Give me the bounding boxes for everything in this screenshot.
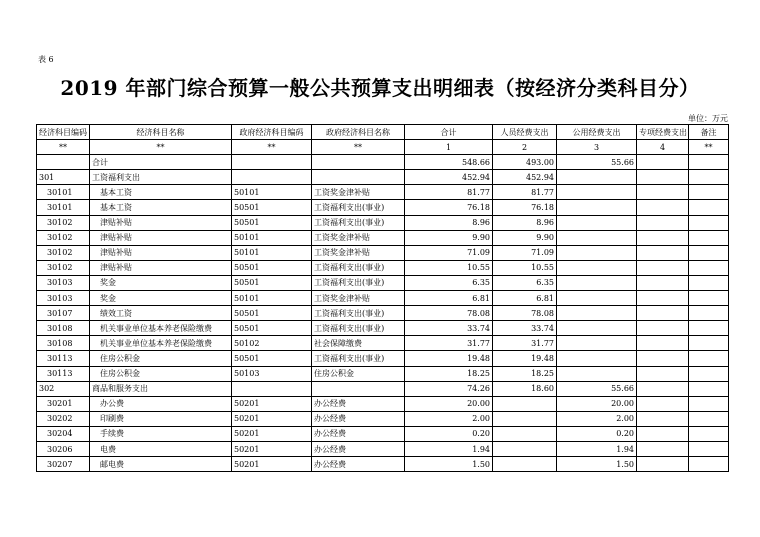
economic-code-cell: 301 bbox=[37, 170, 90, 185]
economic-name-cell: 邮电费 bbox=[90, 457, 232, 472]
personnel-cell: 6.81 bbox=[493, 291, 557, 306]
note-cell bbox=[689, 396, 729, 411]
gov-code-cell: 50201 bbox=[232, 457, 312, 472]
public-cell: 1.94 bbox=[557, 441, 637, 456]
gov-name-cell: 工资福利支出(事业) bbox=[312, 306, 405, 321]
gov-code-cell: 50201 bbox=[232, 441, 312, 456]
note-cell bbox=[689, 366, 729, 381]
total-cell: 1.94 bbox=[405, 441, 493, 456]
economic-code-cell: 30204 bbox=[37, 426, 90, 441]
note-cell bbox=[689, 441, 729, 456]
column-header: 专项经费支出 bbox=[637, 125, 689, 140]
note-cell bbox=[689, 336, 729, 351]
public-cell bbox=[557, 245, 637, 260]
gov-code-cell: 50201 bbox=[232, 396, 312, 411]
total-cell: 81.77 bbox=[405, 185, 493, 200]
personnel-cell: 31.77 bbox=[493, 336, 557, 351]
economic-name-cell: 机关事业单位基本养老保险缴费 bbox=[90, 321, 232, 336]
personnel-cell: 71.09 bbox=[493, 245, 557, 260]
total-cell: 1.50 bbox=[405, 457, 493, 472]
gov-code-cell: 50501 bbox=[232, 260, 312, 275]
table-row bbox=[37, 336, 729, 351]
public-cell bbox=[557, 321, 637, 336]
personnel-cell: 10.55 bbox=[493, 260, 557, 275]
economic-name-cell: 商品和服务支出 bbox=[90, 381, 232, 396]
personnel-cell: 493.00 bbox=[493, 155, 557, 170]
note-cell bbox=[689, 230, 729, 245]
gov-name-cell: 办公经费 bbox=[312, 457, 405, 472]
special-cell bbox=[637, 170, 689, 185]
special-cell bbox=[637, 351, 689, 366]
economic-code-cell: 30108 bbox=[37, 336, 90, 351]
economic-name-cell: 基本工资 bbox=[90, 200, 232, 215]
public-cell: 55.66 bbox=[557, 155, 637, 170]
special-cell bbox=[637, 426, 689, 441]
special-cell bbox=[637, 396, 689, 411]
special-cell bbox=[637, 275, 689, 290]
column-header: 政府经济科目名称 bbox=[312, 125, 405, 140]
gov-code-cell bbox=[232, 381, 312, 396]
economic-name-cell: 绩效工资 bbox=[90, 306, 232, 321]
economic-name-cell: 办公费 bbox=[90, 396, 232, 411]
gov-name-cell: 办公经费 bbox=[312, 396, 405, 411]
total-cell: 33.74 bbox=[405, 321, 493, 336]
economic-code-cell: 30108 bbox=[37, 321, 90, 336]
table-row bbox=[37, 396, 729, 411]
total-cell: 19.48 bbox=[405, 351, 493, 366]
gov-code-cell: 50501 bbox=[232, 215, 312, 230]
header-row bbox=[37, 125, 729, 140]
gov-code-cell: 50201 bbox=[232, 426, 312, 441]
personnel-cell bbox=[493, 396, 557, 411]
total-cell: 31.77 bbox=[405, 336, 493, 351]
note-cell bbox=[689, 185, 729, 200]
table-row bbox=[37, 200, 729, 215]
table-row bbox=[37, 306, 729, 321]
total-cell: 74.26 bbox=[405, 381, 493, 396]
gov-name-cell: 工资奖金津补贴 bbox=[312, 185, 405, 200]
note-cell bbox=[689, 291, 729, 306]
table-row bbox=[37, 381, 729, 396]
note-cell bbox=[689, 321, 729, 336]
column-header: 合计 bbox=[405, 125, 493, 140]
special-cell bbox=[637, 381, 689, 396]
index-cell: ** bbox=[90, 140, 232, 155]
special-cell bbox=[637, 306, 689, 321]
gov-code-cell: 50501 bbox=[232, 351, 312, 366]
total-cell: 10.55 bbox=[405, 260, 493, 275]
gov-code-cell: 50101 bbox=[232, 291, 312, 306]
column-header: 人员经费支出 bbox=[493, 125, 557, 140]
table-row bbox=[37, 411, 729, 426]
gov-code-cell bbox=[232, 170, 312, 185]
total-cell: 9.90 bbox=[405, 230, 493, 245]
special-cell bbox=[637, 457, 689, 472]
note-cell bbox=[689, 411, 729, 426]
economic-code-cell: 30101 bbox=[37, 185, 90, 200]
total-cell: 78.08 bbox=[405, 306, 493, 321]
total-cell: 71.09 bbox=[405, 245, 493, 260]
gov-name-cell: 办公经费 bbox=[312, 411, 405, 426]
personnel-cell: 78.08 bbox=[493, 306, 557, 321]
total-cell: 20.00 bbox=[405, 396, 493, 411]
table-row bbox=[37, 170, 729, 185]
public-cell bbox=[557, 260, 637, 275]
index-cell: ** bbox=[689, 140, 729, 155]
special-cell bbox=[637, 200, 689, 215]
gov-name-cell: 工资福利支出(事业) bbox=[312, 351, 405, 366]
table-row bbox=[37, 260, 729, 275]
special-cell bbox=[637, 321, 689, 336]
table-row bbox=[37, 215, 729, 230]
economic-code-cell: 30103 bbox=[37, 275, 90, 290]
economic-name-cell: 津贴补贴 bbox=[90, 230, 232, 245]
table-row bbox=[37, 351, 729, 366]
economic-code-cell: 30207 bbox=[37, 457, 90, 472]
special-cell bbox=[637, 411, 689, 426]
table-row bbox=[37, 321, 729, 336]
economic-code-cell: 30202 bbox=[37, 411, 90, 426]
gov-name-cell: 工资福利支出(事业) bbox=[312, 200, 405, 215]
index-cell: ** bbox=[312, 140, 405, 155]
table-body bbox=[37, 155, 729, 472]
table-row bbox=[37, 245, 729, 260]
public-cell bbox=[557, 351, 637, 366]
gov-name-cell: 社会保障缴费 bbox=[312, 336, 405, 351]
note-cell bbox=[689, 260, 729, 275]
economic-code-cell: 30206 bbox=[37, 441, 90, 456]
column-header: 公用经费支出 bbox=[557, 125, 637, 140]
note-cell bbox=[689, 351, 729, 366]
personnel-cell: 76.18 bbox=[493, 200, 557, 215]
public-cell bbox=[557, 291, 637, 306]
page-title: 2019 年部门综合预算一般公共预算支出明细表（按经济分类科目分） bbox=[60, 76, 700, 100]
total-cell: 76.18 bbox=[405, 200, 493, 215]
economic-code-cell: 30102 bbox=[37, 245, 90, 260]
gov-name-cell: 工资奖金津补贴 bbox=[312, 230, 405, 245]
column-header: 经济科目名称 bbox=[90, 125, 232, 140]
index-cell: 4 bbox=[637, 140, 689, 155]
personnel-cell: 33.74 bbox=[493, 321, 557, 336]
gov-name-cell: 工资奖金津补贴 bbox=[312, 245, 405, 260]
public-cell bbox=[557, 185, 637, 200]
gov-code-cell: 50501 bbox=[232, 200, 312, 215]
public-cell bbox=[557, 200, 637, 215]
special-cell bbox=[637, 245, 689, 260]
economic-code-cell: 30113 bbox=[37, 351, 90, 366]
economic-name-cell: 住房公积金 bbox=[90, 366, 232, 381]
personnel-cell bbox=[493, 411, 557, 426]
table-row bbox=[37, 275, 729, 290]
personnel-cell bbox=[493, 426, 557, 441]
economic-name-cell: 津贴补贴 bbox=[90, 260, 232, 275]
economic-code-cell: 30113 bbox=[37, 366, 90, 381]
gov-name-cell: 办公经费 bbox=[312, 426, 405, 441]
gov-name-cell: 工资奖金津补贴 bbox=[312, 291, 405, 306]
personnel-cell: 18.60 bbox=[493, 381, 557, 396]
index-cell: ** bbox=[232, 140, 312, 155]
gov-name-cell bbox=[312, 170, 405, 185]
table-row bbox=[37, 426, 729, 441]
table-row bbox=[37, 366, 729, 381]
note-cell bbox=[689, 155, 729, 170]
gov-code-cell: 50501 bbox=[232, 321, 312, 336]
gov-name-cell: 工资福利支出(事业) bbox=[312, 321, 405, 336]
note-cell bbox=[689, 426, 729, 441]
special-cell bbox=[637, 155, 689, 170]
gov-code-cell bbox=[232, 155, 312, 170]
column-header: 政府经济科目编码 bbox=[232, 125, 312, 140]
column-header: 经济科目编码 bbox=[37, 125, 90, 140]
budget-detail-table bbox=[36, 124, 729, 472]
gov-code-cell: 50102 bbox=[232, 336, 312, 351]
gov-name-cell bbox=[312, 155, 405, 170]
special-cell bbox=[637, 291, 689, 306]
note-cell bbox=[689, 275, 729, 290]
total-cell: 548.66 bbox=[405, 155, 493, 170]
gov-name-cell: 工资福利支出(事业) bbox=[312, 275, 405, 290]
public-cell bbox=[557, 170, 637, 185]
note-cell bbox=[689, 306, 729, 321]
economic-code-cell: 30107 bbox=[37, 306, 90, 321]
special-cell bbox=[637, 185, 689, 200]
economic-name-cell: 机关事业单位基本养老保险缴费 bbox=[90, 336, 232, 351]
public-cell bbox=[557, 366, 637, 381]
economic-name-cell: 住房公积金 bbox=[90, 351, 232, 366]
total-cell: 8.96 bbox=[405, 215, 493, 230]
gov-name-cell: 住房公积金 bbox=[312, 366, 405, 381]
personnel-cell bbox=[493, 457, 557, 472]
economic-code-cell: 30102 bbox=[37, 230, 90, 245]
public-cell: 0.20 bbox=[557, 426, 637, 441]
special-cell bbox=[637, 230, 689, 245]
gov-name-cell: 工资福利支出(事业) bbox=[312, 260, 405, 275]
personnel-cell: 19.48 bbox=[493, 351, 557, 366]
table-row bbox=[37, 441, 729, 456]
personnel-cell: 81.77 bbox=[493, 185, 557, 200]
total-cell: 452.94 bbox=[405, 170, 493, 185]
economic-name-cell: 电费 bbox=[90, 441, 232, 456]
gov-code-cell: 50501 bbox=[232, 306, 312, 321]
special-cell bbox=[637, 336, 689, 351]
total-cell: 6.81 bbox=[405, 291, 493, 306]
table-row bbox=[37, 457, 729, 472]
economic-code-cell: 30103 bbox=[37, 291, 90, 306]
note-cell bbox=[689, 245, 729, 260]
economic-code-cell: 30102 bbox=[37, 260, 90, 275]
note-cell bbox=[689, 170, 729, 185]
special-cell bbox=[637, 260, 689, 275]
gov-code-cell: 50101 bbox=[232, 185, 312, 200]
personnel-cell: 8.96 bbox=[493, 215, 557, 230]
note-cell bbox=[689, 457, 729, 472]
note-cell bbox=[689, 381, 729, 396]
economic-name-cell: 手续费 bbox=[90, 426, 232, 441]
table-row bbox=[37, 185, 729, 200]
special-cell bbox=[637, 215, 689, 230]
gov-code-cell: 50501 bbox=[232, 275, 312, 290]
economic-name-cell: 工资福利支出 bbox=[90, 170, 232, 185]
public-cell: 55.66 bbox=[557, 381, 637, 396]
gov-name-cell: 办公经费 bbox=[312, 441, 405, 456]
economic-code-cell: 30102 bbox=[37, 215, 90, 230]
gov-name-cell: 工资福利支出(事业) bbox=[312, 215, 405, 230]
economic-code-cell bbox=[37, 155, 90, 170]
index-cell: 2 bbox=[493, 140, 557, 155]
index-cell: 1 bbox=[405, 140, 493, 155]
table-number-label: 表 6 bbox=[38, 55, 54, 64]
gov-code-cell: 50103 bbox=[232, 366, 312, 381]
table-row bbox=[37, 155, 729, 170]
special-cell bbox=[637, 366, 689, 381]
economic-name-cell: 津贴补贴 bbox=[90, 245, 232, 260]
personnel-cell: 452.94 bbox=[493, 170, 557, 185]
economic-name-cell: 印刷费 bbox=[90, 411, 232, 426]
gov-name-cell bbox=[312, 381, 405, 396]
unit-label: 单位：万元 bbox=[688, 114, 728, 123]
special-cell bbox=[637, 441, 689, 456]
public-cell: 20.00 bbox=[557, 396, 637, 411]
economic-name-cell: 津贴补贴 bbox=[90, 215, 232, 230]
column-header: 备注 bbox=[689, 125, 729, 140]
public-cell: 2.00 bbox=[557, 411, 637, 426]
index-cell: ** bbox=[37, 140, 90, 155]
table-row bbox=[37, 230, 729, 245]
public-cell bbox=[557, 230, 637, 245]
gov-code-cell: 50101 bbox=[232, 230, 312, 245]
public-cell bbox=[557, 306, 637, 321]
note-cell bbox=[689, 200, 729, 215]
personnel-cell: 18.25 bbox=[493, 366, 557, 381]
economic-code-cell: 30201 bbox=[37, 396, 90, 411]
note-cell bbox=[689, 215, 729, 230]
economic-name-cell: 奖金 bbox=[90, 275, 232, 290]
personnel-cell: 6.35 bbox=[493, 275, 557, 290]
economic-code-cell: 30101 bbox=[37, 200, 90, 215]
personnel-cell: 9.90 bbox=[493, 230, 557, 245]
index-cell: 3 bbox=[557, 140, 637, 155]
economic-name-cell: 基本工资 bbox=[90, 185, 232, 200]
economic-name-cell: 合计 bbox=[90, 155, 232, 170]
personnel-cell bbox=[493, 441, 557, 456]
gov-code-cell: 50201 bbox=[232, 411, 312, 426]
public-cell bbox=[557, 215, 637, 230]
total-cell: 0.20 bbox=[405, 426, 493, 441]
public-cell bbox=[557, 275, 637, 290]
public-cell: 1.50 bbox=[557, 457, 637, 472]
economic-name-cell: 奖金 bbox=[90, 291, 232, 306]
table-row bbox=[37, 291, 729, 306]
total-cell: 2.00 bbox=[405, 411, 493, 426]
gov-code-cell: 50101 bbox=[232, 245, 312, 260]
public-cell bbox=[557, 336, 637, 351]
index-row bbox=[37, 140, 729, 155]
total-cell: 6.35 bbox=[405, 275, 493, 290]
economic-code-cell: 302 bbox=[37, 381, 90, 396]
total-cell: 18.25 bbox=[405, 366, 493, 381]
